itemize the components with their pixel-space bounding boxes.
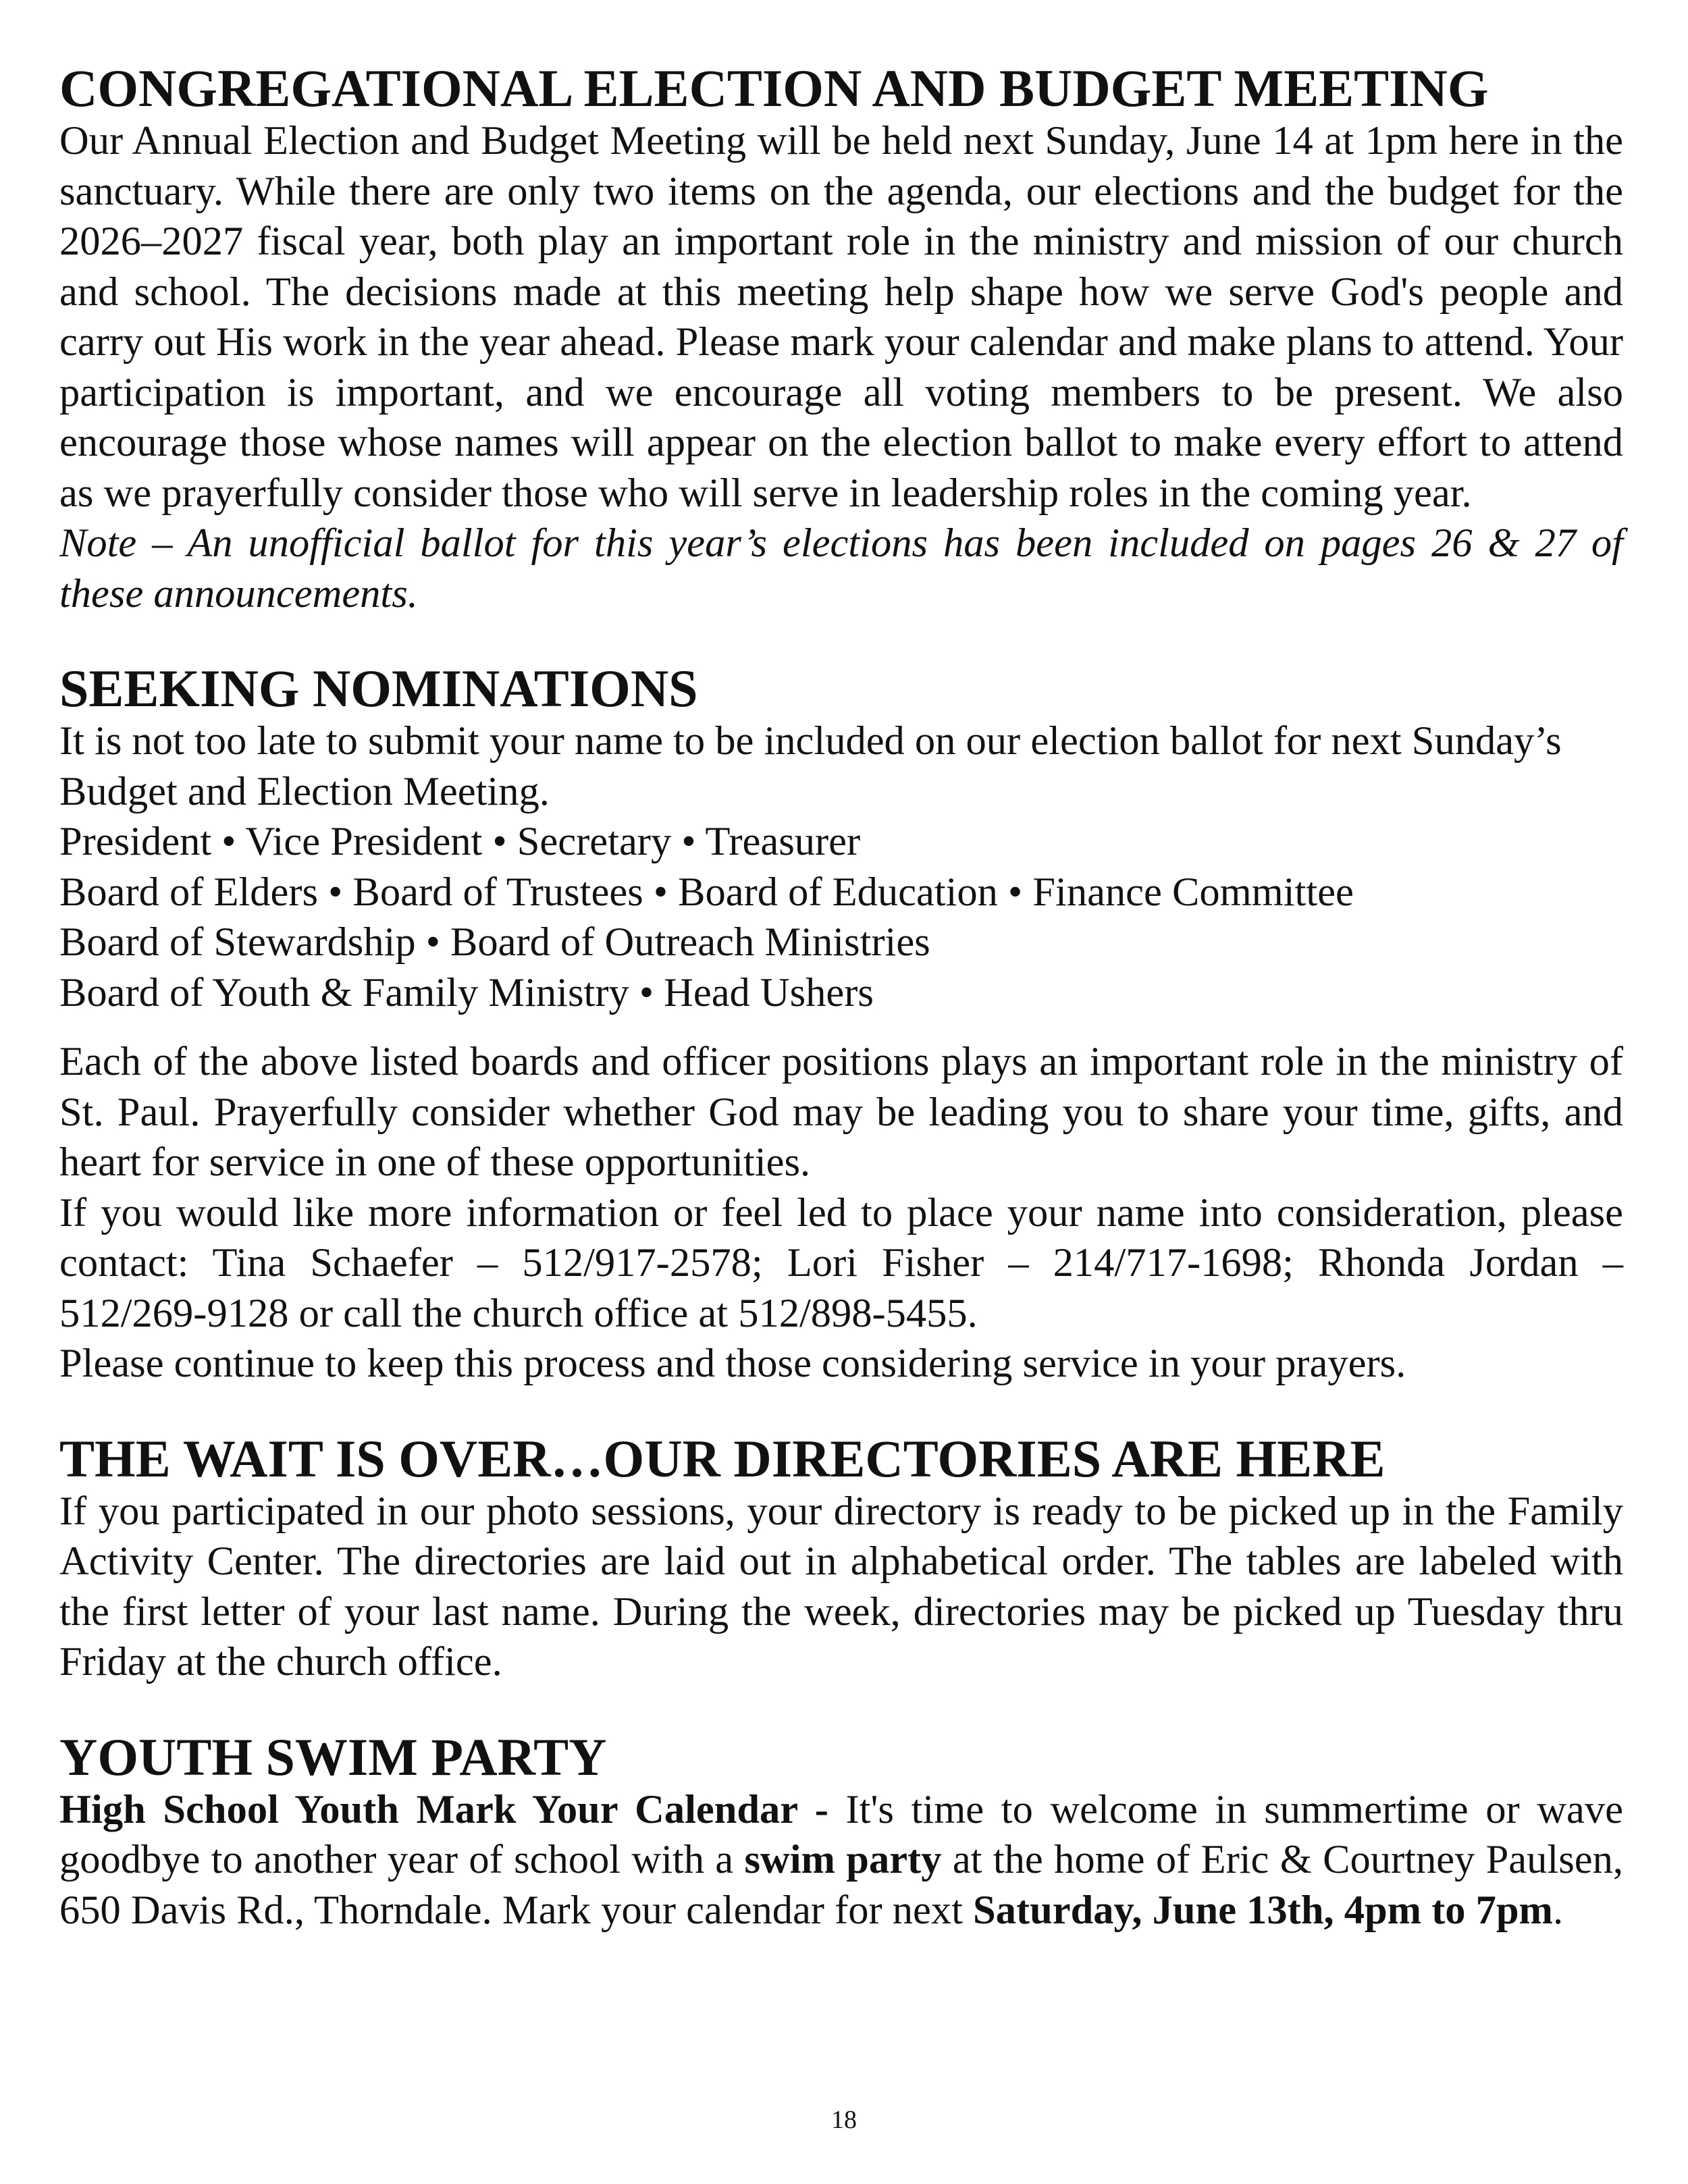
positions-line: President • Vice President • Secretary • Treasurer <box>59 819 861 864</box>
nominations-section <box>59 661 1623 1389</box>
nominations-contact: If you would like more information or feel led to place your name into consideration, please contact: Tina Schaefer – 512/917-2578; Lori Fisher – 214/717-1698; Rhonda Jordan – 512/269-9128 or call the church office at 512/898-5455. <box>59 1190 1623 1336</box>
swim-date: Saturday, June 13th, 4pm to 7pm <box>973 1887 1553 1933</box>
nominations-intro: It is not too late to submit your name to be included on our election ballot for next Sunday’s Budget and Election Meeting. <box>59 718 1562 814</box>
nominations-body: Each of the above listed boards and officer positions plays an important role in the ministry of St. Paul. Prayerfully consider whether God may be leading you to share your time, gifts, and heart for service in one of these opportunities. <box>59 1039 1623 1185</box>
positions-list <box>59 817 1623 1018</box>
positions-line: Board of Stewardship • Board of Outreach Ministries <box>59 920 930 965</box>
directories-body: If you participated in our photo sessions, your directory is ready to be picked up in the Family Activity Center. The directories are laid out in alphabetical order. The tables are labeled with the first letter of your last name. During the week, directories may be picked up Tuesday thru Friday at the church office. <box>59 1488 1623 1684</box>
nominations-heading: SEEKING NOMINATIONS <box>59 659 698 718</box>
swim-section <box>59 1727 1623 1936</box>
positions-line: Board of Youth & Family Ministry • Head Ushers <box>59 969 874 1015</box>
swim-text-3: . <box>1552 1887 1564 1933</box>
swim-lead: High School Youth Mark Your Calendar - <box>59 1786 828 1832</box>
swim-text-1: It's time to welcome in summertime or wave goodbye to another year of school with a <box>59 1786 1623 1882</box>
page-number: 18 <box>831 2106 857 2134</box>
election-heading: CONGREGATIONAL ELECTION AND BUDGET MEETING <box>59 59 1489 117</box>
election-body: Our Annual Election and Budget Meeting will be held next Sunday, June 14 at 1pm here in the sanctuary. While there are only two items on the agenda, our elections and the budget for the 2026–2027 fiscal year, both play an important role in the ministry and mission of our church and school. The decisions made at this meeting help shape how we serve God's people and carry out His work in the year ahead. Please mark your calendar and make plans to attend. Your participation is important, and we encourage all voting members to be present. We also encourage those whose names will appear on the election ballot to make every effort to attend as we prayerfully consider those who will serve in leadership roles in the coming year. <box>59 118 1623 516</box>
swim-text-2: at the home of Eric & Courtney Paulsen, 650 Davis Rd., Thorndale. Mark your calendar for next <box>59 1837 1623 1933</box>
election-note: Note – An unofficial ballot for this year’s elections has been included on pages 26 & 27 of these announcements. <box>59 521 1623 616</box>
nominations-closing: Please continue to keep this process and those considering service in your prayers. <box>59 1341 1406 1386</box>
swim-party-label: swim party <box>744 1837 942 1882</box>
positions-line: Board of Elders • Board of Trustees • Board of Education • Finance Committee <box>59 869 1354 915</box>
directories-section <box>59 1431 1623 1688</box>
election-section <box>59 61 1623 619</box>
bulletin-page <box>59 61 1623 1936</box>
swim-heading: YOUTH SWIM PARTY <box>59 1727 607 1786</box>
directories-heading: THE WAIT IS OVER…OUR DIRECTORIES ARE HERE <box>59 1429 1386 1488</box>
swim-body <box>59 1785 1623 1936</box>
